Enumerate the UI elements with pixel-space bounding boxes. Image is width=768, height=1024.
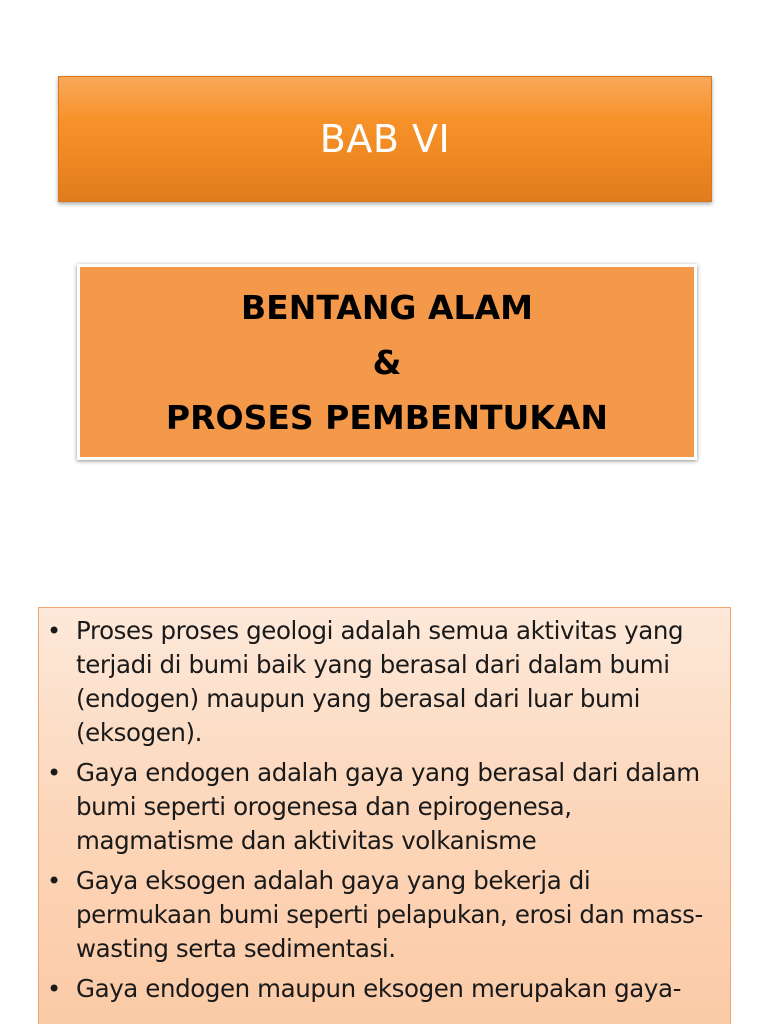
bullet-text-4: Gaya endogen maupun eksogen merupakan gaya- [76,974,682,1003]
bullet-text-1: Proses proses geologi adalah semua aktivitas yang terjadi di bumi baik yang berasal dari dalam bumi (endogen) maupun yang berasal dari luar bumi (eksogen). [76,616,684,747]
subtitle-line-1: BENTANG ALAM [241,287,533,327]
bullet-icon: • [47,867,61,895]
subtitle-line-3: PROSES PEMBENTUKAN [165,397,609,437]
bullet-icon: • [47,975,61,1003]
slide-title: BAB VI [319,117,451,161]
content-box [38,607,731,1024]
bullet-text-2: Gaya endogen adalah gaya yang berasal dari dalam bumi seperti orogenesa dan epirogenesa, magmatisme dan aktivitas volkanisme [76,758,700,855]
title-banner [58,76,712,202]
bullet-list [47,614,720,1006]
list-item [47,972,720,1006]
subtitle-line-2: & [372,342,402,382]
list-item [47,614,720,750]
list-item [47,864,720,966]
subtitle-box [77,264,697,460]
bullet-icon: • [47,759,61,787]
bullet-text-3: Gaya eksogen adalah gaya yang bekerja di permukaan bumi seperti pelapukan, erosi dan mass-wasting serta sedimentasi. [76,866,703,963]
bullet-icon: • [47,617,61,645]
list-item [47,756,720,858]
